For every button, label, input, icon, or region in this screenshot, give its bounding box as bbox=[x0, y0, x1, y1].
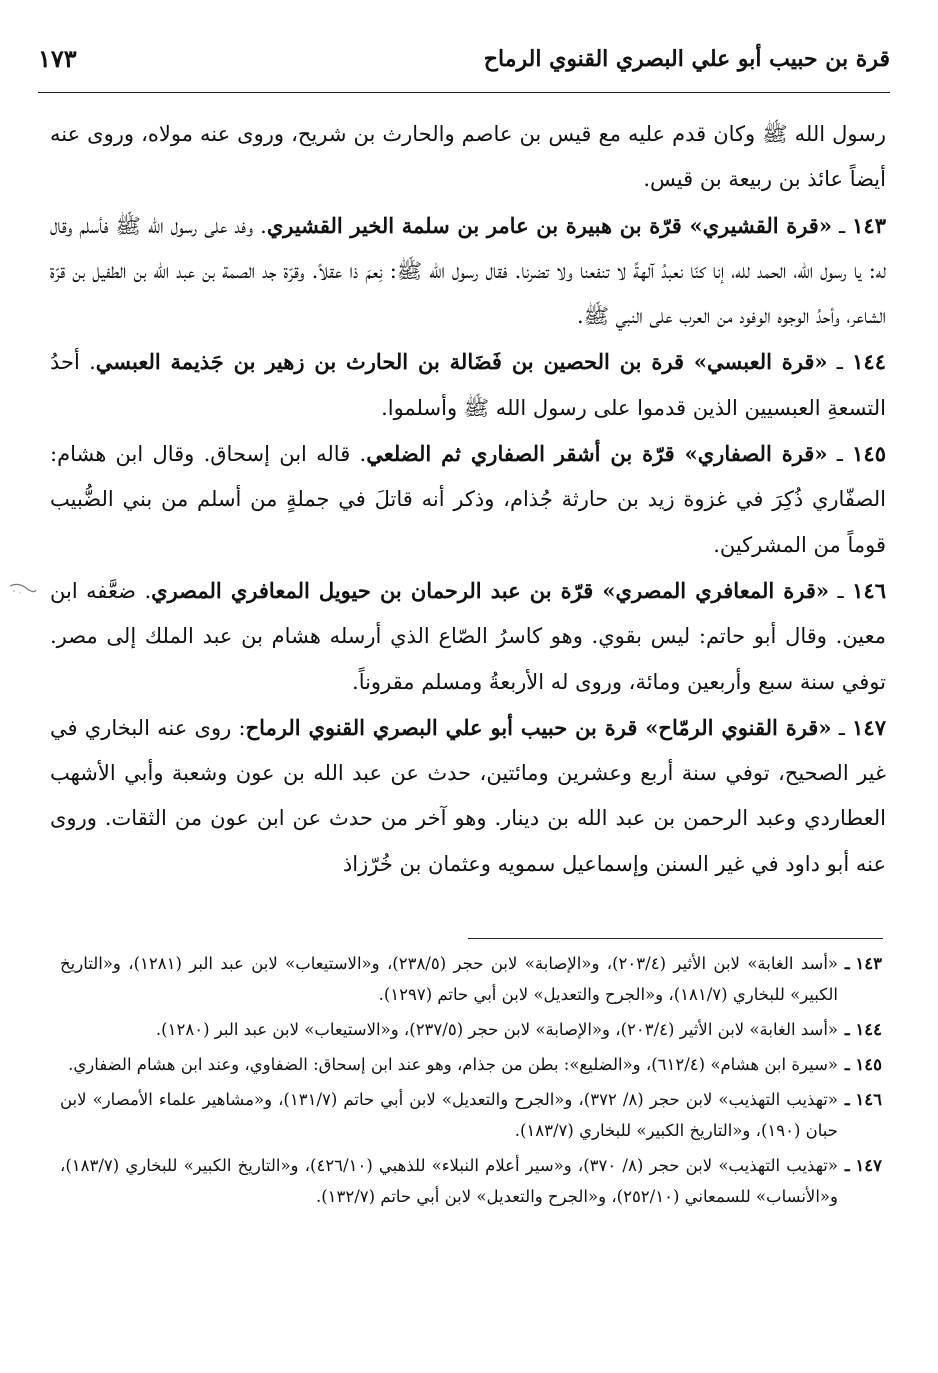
entry-number: ١٤٤ bbox=[852, 349, 886, 375]
footnote-143 bbox=[60, 948, 882, 1010]
entry-text: وفد على رسول الله ﷺ فأسلم وقال له: يا رسول الله، الحمد لله، إنا كنّا نعبدُ آلهةً لا تنفعنا ولا تضرنا. فقال رسول الله ﷺ: نِعمَ ذا عقلاً. وقرّة جد الصمة بن عبد الله بن الطفيل بن قرّة الشاعر، وأحدُ الوجوه الوفود من العرب على النبي ﷺ. bbox=[50, 213, 886, 329]
entry-text: أحدُ التسعةِ العبسيين الذين قدموا على رسول الله ﷺ وأسلموا. bbox=[50, 350, 886, 420]
main-text bbox=[50, 112, 886, 887]
entry-143: ١٤٣ ـ «قرة القشيري» قرّة بن هبيرة بن عامر بن سلمة الخير القشيري. وفد على رسول الله ﷺ فأسلم وقال له: يا رسول الله، الحمد لله، إنا كنّا نعبدُ آلهةً لا تنفعنا ولا تضرنا. فقال رسول الله ﷺ: نِعمَ ذا عقلاً. وقرّة جد الصمة بن عبد الله بن الطفيل بن قرّة الشاعر، وأحدُ الوجوه الوفود من العرب على النبي ﷺ. bbox=[50, 212, 886, 329]
margin-mark-icon bbox=[8, 580, 38, 596]
footnote-number: ١٤٦ ـ bbox=[844, 1090, 882, 1109]
footnote-145 bbox=[60, 1049, 882, 1080]
paragraph-text: رسول الله ﷺ وكان قدم عليه مع قيس بن عاصم والحارث بن شريح، وروى عنه مولاه، وروى عنه أيضاً عائذ بن ربيعة بن قيس. bbox=[50, 122, 886, 192]
footnote-text: «سيرة ابن هشام» (٦١٢/٤)، و«الضليع»: بطن من جذام، وهو عند ابن إسحاق: الضفاوي، وعند ابن هشام الضفاري. bbox=[68, 1055, 838, 1074]
footnote-divider bbox=[468, 938, 883, 939]
entry-name: «قرة المعافري المصري» قرّة بن عبد الرحمان بن حيويل المعافري المصري bbox=[151, 577, 830, 603]
entry-name: «قرة العبسي» قرة بن الحصين بن فَضَالة بن الحارث بن زهير بن جَذيمة العبسي bbox=[95, 349, 828, 375]
entry-number: ١٤٣ bbox=[852, 212, 886, 238]
footnotes bbox=[60, 948, 882, 1216]
entry-number: ١٤٧ bbox=[852, 714, 886, 740]
footnote-146 bbox=[60, 1084, 882, 1146]
entry-145: ١٤٥ ـ «قرة الصفاري» قرّة بن أشقر الصفاري ثم الضلعي. قاله ابن إسحاق. وقال ابن هشام: الصفّاري ذُكِرَ في غزوة زيد بن حارثة جُذام، وذكر أنه قاتلَ في جملةٍ من أسلم من بني الضُّبيب قوماً من المشركين. bbox=[50, 441, 886, 557]
entry-name: «قرة الصفاري» قرّة بن أشقر الصفاري ثم الضلعي bbox=[366, 441, 828, 467]
footnote-text: «تهذيب التهذيب» لابن حجر (٨/ ٣٧٢)، و«الجرح والتعديل» لابن أبي حاتم (١٣١/٧)، و«مشاهير علماء الأمصار» لابن حبان (١٩٠)، و«التاريخ الكبير» للبخاري (١٨٣/٧). bbox=[60, 1090, 838, 1140]
page-number: ١٧٣ bbox=[38, 44, 77, 73]
footnote-number: ١٤٧ ـ bbox=[844, 1156, 882, 1175]
entry-147: ١٤٧ ـ «قرة القنوي الرمّاح» قرة بن حبيب أبو علي البصري القنوي الرماح: روى عنه البخاري في غير الصحيح، توفي سنة أربع وعشرين ومائتين، حدث عن عبد الله بن عون وشعبة وأبي الأشهب العطاردي وعبد الرحمن بن عبد الله بن دينار. وهو آخر من حدث عن ابن عون من الثقات. وروى عنه أبو داود في غير السنن وإسماعيل سمويه وعثمان بن خُرّزاذ bbox=[50, 714, 886, 876]
entry-146: ١٤٦ ـ «قرة المعافري المصري» قرّة بن عبد الرحمان بن حيويل المعافري المصري. ضعَّفه ابن معين. وقال أبو حاتم: ليس بقوي. وهو كاسرُ الصّاع الذي أرسله هشام بن عبد الملك إلى مصر. توفي سنة سبع وأربعين ومائة، وروى له الأربعةُ ومسلم مقروناً. bbox=[50, 577, 886, 694]
page-header bbox=[38, 40, 890, 93]
footnote-147 bbox=[60, 1150, 882, 1212]
footnote-text: «تهذيب التهذيب» لابن حجر (٨/ ٣٧٠)، و«سير أعلام النبلاء» للذهبي (٤٢٦/١٠)، و«التاريخ الكبير» للبخاري (١٨٣/٧)، و«الأنساب» للسمعاني (٢٥٢/١٠)، و«الجرح والتعديل» لابن أبي حاتم (١٣٢/٧). bbox=[60, 1156, 838, 1206]
footnote-144 bbox=[60, 1014, 882, 1045]
entry-number: ١٤٦ bbox=[852, 577, 886, 603]
footnote-text: «أسد الغابة» لابن الأثير (٢٠٣/٤)، و«الإصابة» لابن حجر (٢٣٨/٥)، و«الاستيعاب» لابن عبد البر (١٢٨١)، و«التاريخ الكبير» للبخاري (١٨١/٧)، و«الجرح والتعديل» لابن أبي حاتم (١٢٩٧). bbox=[60, 954, 838, 1004]
entry-text: ضعَّفه ابن معين. وقال أبو حاتم: ليس بقوي. وهو كاسرُ الصّاع الذي أرسله هشام بن عبد الملك إلى مصر. توفي سنة سبع وأربعين ومائة، وروى له الأربعةُ ومسلم مقروناً. bbox=[50, 578, 886, 694]
entry-name: «قرة القنوي الرمّاح» قرة بن حبيب أبو علي البصري القنوي الرماح bbox=[245, 714, 832, 740]
footnote-number: ١٤٥ ـ bbox=[844, 1055, 882, 1074]
entry-name: «قرة القشيري» قرّة بن هبيرة بن عامر بن سلمة الخير القشيري bbox=[266, 212, 832, 238]
footnote-text: «أسد الغابة» لابن الأثير (٢٠٣/٤)، و«الإصابة» لابن حجر (٢٣٧/٥)، و«الاستيعاب» لابن عبد البر (١٢٨٠). bbox=[155, 1020, 838, 1039]
entry-144: ١٤٤ ـ «قرة العبسي» قرة بن الحصين بن فَضَالة بن الحارث بن زهير بن جَذيمة العبسي. أحدُ التسعةِ العبسيين الذين قدموا على رسول الله ﷺ وأسلموا. bbox=[50, 349, 886, 420]
footnote-number: ١٤٣ ـ bbox=[844, 954, 882, 973]
footnote-number: ١٤٤ ـ bbox=[844, 1020, 882, 1039]
entry-text: قاله ابن إسحاق. وقال ابن هشام: الصفّاري ذُكِرَ في غزوة زيد بن حارثة جُذام، وذكر أنه قاتلَ في جملةٍ من أسلم من بني الضُّبيب قوماً من المشركين. bbox=[50, 442, 886, 557]
running-title: قرة بن حبيب أبو علي البصري القنوي الرماح bbox=[483, 46, 890, 72]
paragraph-continuation bbox=[50, 112, 886, 203]
entry-number: ١٤٥ bbox=[852, 441, 886, 467]
entry-text: روى عنه البخاري في غير الصحيح، توفي سنة أربع وعشرين ومائتين، حدث عن عبد الله بن عون وشعبة وأبي الأشهب العطاردي وعبد الرحمن بن عبد الله بن دينار. وهو آخر من حدث عن ابن عون من الثقات. وروى عنه أبو داود في غير السنن وإسماعيل سمويه وعثمان بن خُرّزاذ bbox=[50, 715, 886, 876]
